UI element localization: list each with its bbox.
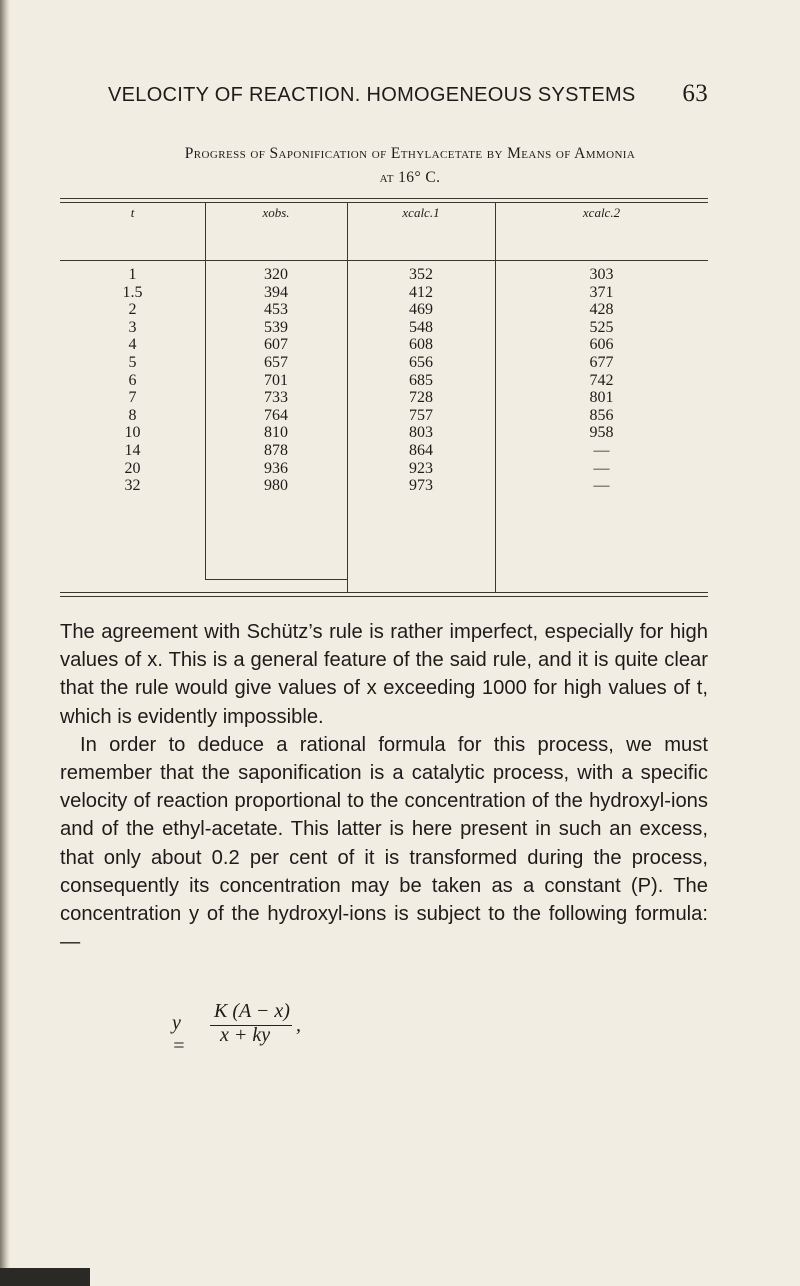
x-calc2-cell: 371 (589, 283, 614, 301)
formula-lhs: y = (172, 1012, 186, 1057)
caption-line-1: Progress of Saponification of Ethylacetate by Means of Ammonia (184, 145, 636, 162)
body-text (60, 618, 708, 956)
x-calc1-cell: 685 (409, 371, 433, 389)
x-calc1-cell: 803 (409, 424, 433, 442)
formula-numerator: K (A − x) (214, 1000, 290, 1022)
x-calc1-cell: 608 (409, 336, 433, 354)
x-calc2-cell: 856 (589, 406, 614, 424)
x-obs-cell: 980 (264, 477, 288, 495)
x-obs-cell: 607 (264, 336, 288, 354)
x-calc2-cell: 742 (589, 371, 614, 389)
x-obs-cell: 810 (264, 424, 288, 442)
column-t (60, 266, 205, 495)
t-cell: 14 (124, 441, 141, 459)
table-top-rule-2 (60, 202, 708, 203)
t-cell: 10 (124, 424, 141, 442)
x-obs-cell: 878 (264, 441, 288, 459)
x-calc2-cell: 958 (589, 424, 614, 442)
x-calc2-cell: 525 (589, 318, 614, 336)
header-t: t (130, 205, 135, 220)
column-x-calc1 (347, 266, 495, 495)
t-cell: 1 (128, 266, 137, 283)
t-cell: 32 (124, 477, 141, 495)
x-calc1-cell: 757 (409, 406, 433, 424)
t-cell: 2 (128, 301, 137, 319)
x-calc1-cell: 656 (409, 353, 433, 371)
x-obs-cell: 657 (264, 353, 288, 371)
x-calc1-cell: 469 (409, 301, 433, 319)
x-calc2-cell: — (593, 477, 610, 495)
table-bottom-rule (60, 592, 708, 593)
x-obs-cell: 453 (264, 301, 288, 319)
x-calc2-cell: — (593, 459, 610, 477)
page-gutter (0, 0, 10, 1286)
x-calc1-cell: 864 (409, 441, 433, 459)
x-calc2-cell: 801 (589, 389, 614, 407)
t-cell: 6 (128, 371, 137, 389)
table-caption (60, 142, 760, 190)
column-x-calc2 (495, 266, 708, 495)
x-calc2-cell: 303 (589, 266, 614, 283)
x-calc1-cell: 412 (409, 283, 433, 301)
x-obs-cell: 320 (264, 266, 288, 283)
x-calc1-cell: 923 (409, 459, 433, 477)
header-x-obs: xobs. (262, 205, 290, 220)
x-obs-cell: 394 (264, 283, 288, 301)
t-cell: 4 (128, 336, 137, 354)
x-calc1-cell: 352 (409, 266, 433, 283)
x-calc2-cell: 428 (589, 301, 614, 319)
table-top-rule (60, 198, 708, 199)
formula-denominator: x + ky (220, 1024, 271, 1046)
paragraph-1: The agreement with Schütz’s rule is rather imperfect, especially for high values of x. This is a general feature of the said rule, and it is quite clear that the rule would give values of x exceeding 1000 for high values of t, which is evidently impossible. (60, 621, 708, 728)
t-cell: 5 (128, 353, 137, 371)
t-cell: 7 (128, 389, 137, 407)
running-head-title: VELOCITY OF REACTION. HOMOGENEOUS SYSTEMS (108, 84, 636, 106)
column-x-obs (205, 266, 347, 495)
x-calc1-cell: 728 (409, 389, 433, 407)
x-calc2-cell: 606 (589, 336, 614, 354)
header-x-calc1: xcalc.1 (402, 205, 440, 220)
paragraph-2: In order to deduce a rational formula for this process, we must remember that the saponification is a catalytic process, with a specific velocity of reaction proportional to the concentration of the hydroxyl-ions and of the ethyl-acetate. This latter is here present in such an excess, that only about 0.2 per cent of it is transformed during the process, consequently its concentration may be taken as a constant (P). The concentration y of the hydroxyl-ions is subject to the following formula: — (60, 733, 708, 954)
col-bottom-tick (205, 579, 347, 580)
x-calc1-cell: 973 (409, 477, 433, 495)
x-obs-cell: 701 (264, 371, 288, 389)
t-cell: 1.5 (122, 283, 143, 301)
t-cell: 8 (128, 406, 137, 424)
corner-shadow (0, 1268, 90, 1286)
t-cell: 3 (128, 318, 137, 336)
caption-line-2: at 16° C. (379, 169, 441, 186)
x-obs-cell: 764 (264, 406, 288, 424)
table-bottom-rule-2 (60, 596, 708, 597)
formula-trail: , (296, 1014, 301, 1036)
x-obs-cell: 539 (264, 318, 288, 336)
page-number: 63 (682, 80, 708, 107)
x-obs-cell: 733 (264, 389, 288, 407)
x-calc2-cell: 677 (589, 353, 614, 371)
x-calc2-cell: — (593, 441, 610, 459)
x-calc1-cell: 548 (409, 318, 433, 336)
t-cell: 20 (124, 459, 141, 477)
table-header-rule (60, 260, 708, 261)
x-obs-cell: 936 (264, 459, 288, 477)
header-x-calc2: xcalc.2 (582, 205, 621, 220)
